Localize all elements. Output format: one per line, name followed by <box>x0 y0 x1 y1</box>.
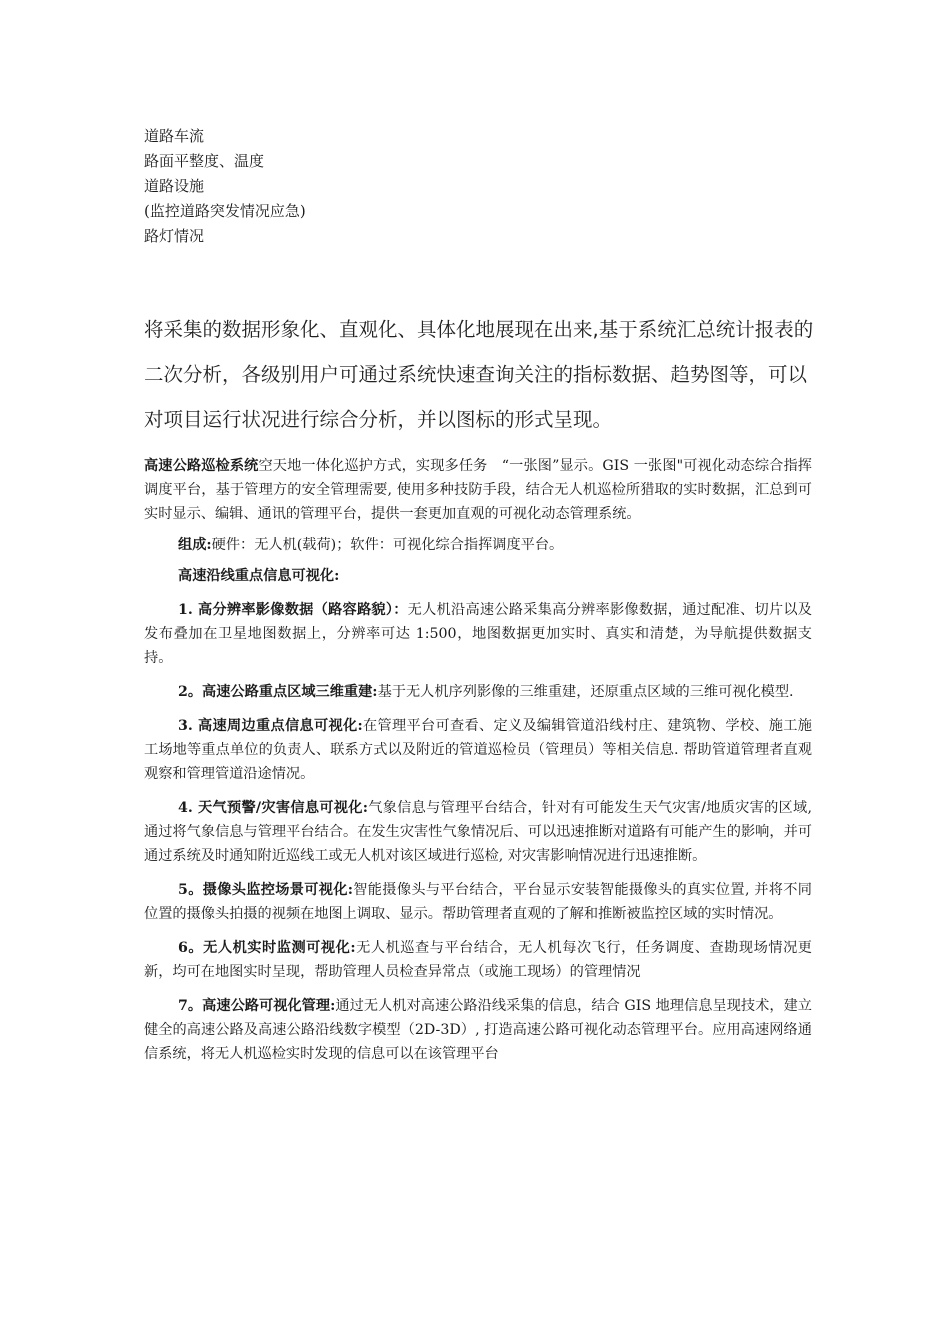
composition-bold: 组成: <box>178 537 212 553</box>
list-item: 路灯情况 <box>144 227 205 245</box>
item-heading: 1. 高分辨率影像数据（路容路貌）： <box>178 602 408 618</box>
body-text <box>144 454 812 1066</box>
item-text: 气象信息与管理平台结合，针对有可能发生天气灾害/地质灾害的区域, 通过将气象信息与管理平台结合。在发生灾害性气象情况后、可以迅速推断对道路有可能产生的影响，并可通过系统及时通知附近巡线工或无人机对该区域进行巡检, 对灾害影响情况进行迅速推断。 <box>144 800 813 864</box>
intro-paragraph <box>144 454 812 526</box>
item-heading: 2。高速公路重点区域三维重建: <box>178 684 378 700</box>
item-heading: 4. 天气预警/灾害信息可视化: <box>178 800 368 816</box>
item-text: 在管理平台可查看、定义及编辑管道沿线村庄、建筑物、学校、施工施工场地等重点单位的负责人、联系方式以及附近的管道巡检员（管理员）等相关信息. 帮助管道管理者直观观察和管理管道沿途情况。 <box>144 718 812 782</box>
item-text: 无人机巡查与平台结合，无人机每次飞行，任务调度、查勘现场情况更新，均可在地图实时呈现，帮助管理人员检查异常点（或施工现场）的管理情况 <box>144 940 812 980</box>
intro-bold: 高速公路巡检系统 <box>144 458 259 474</box>
list-item: 道路设施 <box>144 177 205 195</box>
item-heading: 5。摄像头监控场景可视化: <box>178 882 353 898</box>
intro-text: 空天地一体化巡护方式，实现多任务 “一张图”显示。GIS 一张图"可视化动态综合指挥调度平台，基于管理方的安全管理需要, 使用多种技防手段，结合无人机巡检所猎取的实时数据，汇总到可实时显示、编辑、通讯的管理平台，提供一套更加直观的可视化动态管理系统。 <box>144 458 812 522</box>
item-paragraph <box>144 598 812 670</box>
monitoring-list <box>144 124 306 249</box>
item-text: 智能摄像头与平台结合，平台显示安装智能摄像头的真实位置, 并将不同位置的摄像头拍摄的视频在地图上调取、显示。帮助管理者直观的了解和推断被监控区域的实时情况。 <box>144 882 812 922</box>
lead-line: 将采集的数据形象化、直观化、具体化地展现在出来,基于系统汇总统计报表的 <box>144 318 814 341</box>
item-paragraph <box>144 936 812 984</box>
list-item: 道路车流 <box>144 127 205 145</box>
item-heading: 6。无人机实时监测可视化: <box>178 940 356 956</box>
item-text: 基于无人机序列影像的三维重建，还原重点区域的三维可视化模型. <box>377 684 794 700</box>
item-text: 通过无人机对高速公路沿线采集的信息，结合 GIS 地理信息呈现技术，建立健全的高速公路及高速公路沿线数字模型（2D-3D）, 打造高速公路可视化动态管理平台。应用高速网络通信系统，将无人机巡检实时发现的信息可以在该管理平台 <box>144 998 812 1062</box>
item-paragraph <box>144 714 812 786</box>
item-heading: 7。高速公路可视化管理: <box>178 998 336 1014</box>
section-title: 高速沿线重点信息可视化: <box>178 568 340 584</box>
item-paragraph <box>144 878 812 926</box>
item-paragraph <box>144 994 812 1066</box>
item-paragraph <box>144 796 812 868</box>
lead-line: 二次分析，各级别用户可通过系统快速查询关注的指标数据、趋势图等，可以 <box>144 363 808 386</box>
composition-text: 硬件：无人机(载荷)；软件：可视化综合指挥调度平台。 <box>211 537 564 553</box>
composition-paragraph <box>144 533 812 557</box>
list-item: 路面平整度、温度 <box>144 152 265 170</box>
item-heading: 3. 高速周边重点信息可视化: <box>178 718 363 734</box>
item-paragraph <box>144 680 812 704</box>
item-text: 无人机沿高速公路采集高分辨率影像数据，通过配准、切片以及发布叠加在卫星地图数据上，分辨率可达 1:500，地图数据更加实时、真实和清楚，为导航提供数据支持。 <box>144 602 812 666</box>
lead-line: 对项目运行状况进行综合分析，并以图标的形式呈现。 <box>144 408 613 431</box>
lead-paragraph <box>144 307 824 442</box>
list-item: (监控道路突发情况应急) <box>144 202 306 220</box>
